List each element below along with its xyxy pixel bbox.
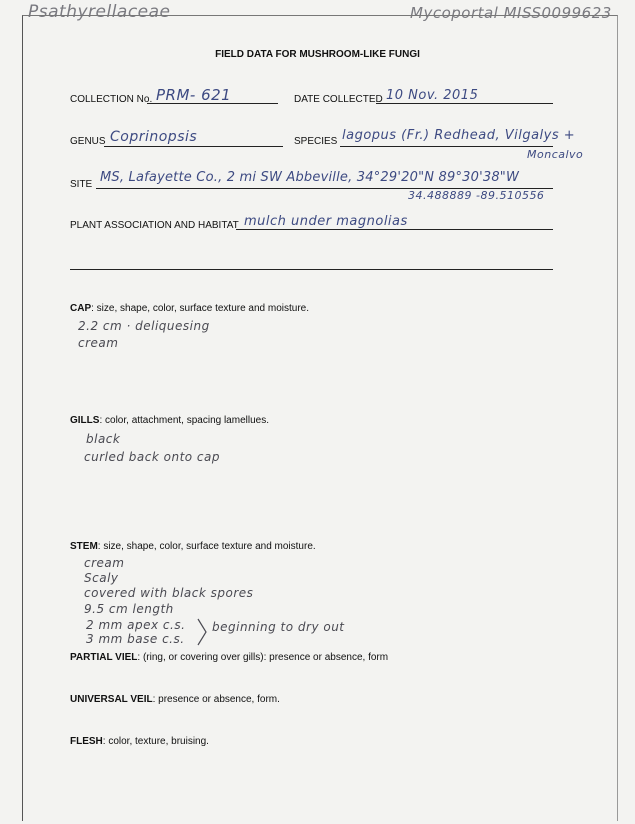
universal-veil-label-bold: UNIVERSAL VEIL — [70, 694, 153, 705]
species-label: SPECIES — [294, 136, 338, 147]
universal-veil-label — [70, 694, 280, 705]
gills-note: black — [86, 432, 121, 446]
gills-label — [70, 415, 269, 426]
flesh-label — [70, 736, 209, 747]
site-label: SITE — [70, 179, 93, 190]
flesh-label-text: : color, texture, bruising. — [102, 736, 209, 747]
stem-note: 9.5 cm length — [84, 602, 174, 616]
gills-label-bold: GILLS — [70, 415, 100, 426]
habitat-line — [236, 229, 553, 230]
genus-value: Coprinopsis — [110, 129, 198, 145]
stem-note: 2 mm apex c.s. — [86, 618, 186, 632]
cap-note: 2.2 cm · deliquesing — [78, 319, 210, 333]
collection-no-value: PRM- 621 — [156, 86, 232, 104]
partial-veil-label — [70, 652, 388, 663]
stem-note: cream — [84, 556, 125, 570]
stem-label-text: : size, shape, color, surface texture and moisture. — [97, 541, 316, 552]
stem-note: 3 mm base c.s. — [86, 632, 185, 646]
stem-side-note: beginning to dry out — [212, 620, 345, 634]
bracket-mark — [196, 616, 212, 648]
gills-label-text: : color, attachment, spacing lamellues. — [99, 415, 269, 426]
date-value: 10 Nov. 2015 — [386, 88, 479, 103]
genus-line — [104, 146, 283, 147]
stem-label-bold: STEM — [70, 541, 98, 552]
date-line — [376, 103, 553, 104]
form-title: FIELD DATA FOR MUSHROOM-LIKE FUNGI — [215, 49, 420, 60]
cap-label — [70, 303, 309, 314]
habitat-value: mulch under magnolias — [244, 214, 408, 229]
species-value: lagopus (Fr.) Redhead, Vilgalys + — [342, 128, 576, 143]
stem-label — [70, 541, 316, 552]
site-value: MS, Lafayette Co., 2 mi SW Abbeville, 34°29'20"N 89°30'38"W — [100, 170, 520, 185]
catalog-number: Mycoportal MISS0099623 — [410, 4, 612, 22]
habitat-line-2 — [70, 269, 553, 270]
partial-veil-label-bold: PARTIAL VIEL — [70, 652, 138, 663]
genus-label: GENUS — [70, 136, 106, 147]
stem-note: covered with black spores — [84, 586, 254, 600]
species-value-line2: Moncalvo — [527, 148, 584, 161]
universal-veil-label-text: : presence or absence, form. — [152, 694, 280, 705]
flesh-label-bold: FLESH — [70, 736, 103, 747]
species-line — [340, 146, 553, 147]
stem-note: Scaly — [84, 571, 119, 585]
date-label: DATE COLLECTED — [294, 94, 383, 105]
partial-veil-label-text: : (ring, or covering over gills): presence or absence, form — [137, 652, 389, 663]
cap-note: cream — [78, 336, 119, 350]
cap-label-bold: CAP — [70, 303, 92, 314]
cap-label-text: : size, shape, color, surface texture and moisture. — [91, 303, 310, 314]
gills-note: curled back onto cap — [84, 450, 220, 464]
site-coords: 34.488889 -89.510556 — [408, 189, 545, 202]
habitat-label: PLANT ASSOCIATION AND HABITAT — [70, 220, 239, 231]
collection-no-label: COLLECTION No. — [70, 94, 153, 105]
family-name: Psathyrellaceae — [28, 2, 171, 22]
